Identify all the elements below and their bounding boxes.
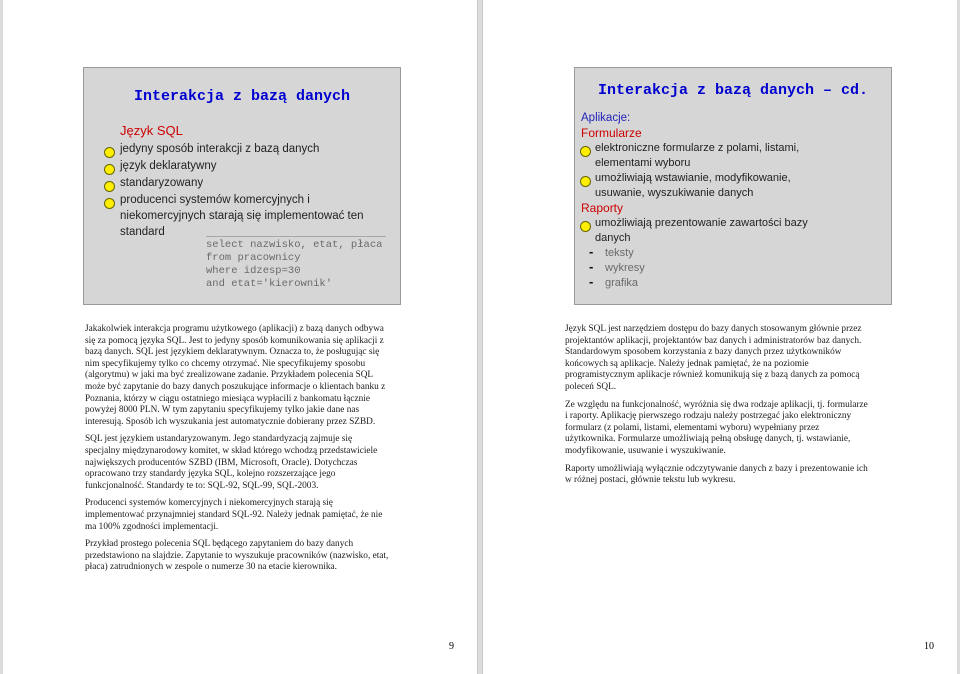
slide — [574, 67, 892, 305]
bullet-icon — [104, 181, 115, 192]
dash-icon: - — [589, 259, 594, 274]
bullet-icon — [580, 176, 591, 187]
section-heading-forms: Formularze — [581, 126, 642, 140]
bullet-text: standaryzowany — [120, 177, 204, 189]
notes-text — [565, 324, 895, 493]
bullet-icon — [580, 146, 591, 157]
bullet-text: producenci systemów komercyjnych i niekomercyjnych starają się implementować ten standard — [120, 194, 364, 238]
right-page — [482, 0, 957, 674]
bullet-text: elektroniczne formularze z polami, listami, elementami wyboru — [595, 142, 800, 169]
slide-title: Interakcja z bazą danych — [133, 88, 351, 105]
bullet-icon — [580, 221, 591, 232]
note-paragraph: Przykład prostego polecenia SQL będącego zapytaniem do bazy danych przedstawiono na slajdzie. Zapytanie to wyszukuje pracowników (nazwisko, etat, płaca) zatrudnionych w zespole o numerze 30 na etacie kierownika. — [85, 539, 389, 573]
bullet-icon — [104, 198, 115, 209]
dash-icon: - — [589, 274, 594, 289]
note-paragraph: Język SQL jest narzędziem dostępu do bazy danych stosowanym głównie przez projektantów aplikacji, projektantów baz danych i administratorów baz danych. Standardowym sposobem korzystania z bazy danych przez użytkowników końcowych są aplikacje. Należy jednak pamiętać, że na poziomie programistycznym aplikacje również komunikują się z bazą danych za pomocą poleceń SQL. — [565, 324, 862, 392]
note-paragraph: Jakakolwiek interakcja programu użytkowego (aplikacji) z bazą danych odbywa się za pomocą języka SQL. Jest to jedyny sposób komunikowania się aplikacji z bazą danych. SQL jest językiem deklaratywnym. Oznacza to, że posługując się nim specyfikujemy tylko co chcemy otrzymać. Nie specyfikujemy sposobu (algorytmu) w jaki ma być zrealizowane zadanie. Przykładem polecenia SQL może być zapytanie do bazy danych poszukujące informacje o klientach banku z Poznania, którzy w ciągu ostatniego miesiąca wypłacili z bankomatu łącznie powyżej 8000 PLN. W tym zapytaniu specyfikujemy tylko jakie dane nas interesują. Sposób ich wyszukania jest automatycznie dobierany przez SZBD. — [85, 324, 386, 427]
slide-subtitle: Aplikacje: — [581, 112, 631, 124]
left-page — [3, 0, 478, 674]
page-number: 9 — [449, 641, 454, 652]
bullet-icon — [104, 164, 115, 175]
bullet-icon — [104, 147, 115, 158]
bullet-text: umożliwiają wstawianie, modyfikowanie, usuwanie, wyszukiwanie danych — [595, 172, 791, 199]
bullet-text: jedyny sposób interakcji z bazą danych — [120, 143, 320, 155]
dash-item-text: grafika — [605, 277, 639, 289]
note-paragraph: Ze względu na funkcjonalność, wyróżnia się dwa rodzaje aplikacji, tj. formularze i raporty. Aplikację pierwszego rodzaju należy postrzegać jako elektroniczny formularz (z polami, listami, elementami wyboru) wypełniany przez użytkownika. Formularze umożliwiają pełną obsługę danych, tj. wstawianie, modyfikowanie, usuwanie i wyszukiwanie. — [565, 399, 868, 456]
note-paragraph: Producenci systemów komercyjnych i niekomercyjnych starają się implementować przynajmniej standard SQL-92. Należy jednak pamiętać, że nie ma 100% zgodności implementacji. — [85, 498, 383, 532]
note-paragraph: SQL jest językiem ustandaryzowanym. Jego standardyzacją zajmuje się specjalny międzynarodowy komitet, w skład którego wchodzą przedstawiciele największych producentów SZBD (IBM, Microsoft, Oracle). Dotychczas opracowano trzy standardy języka SQL, kolejno rozszerzające jego funkcjonalność. Standardy te to: SQL-92, SQL-99, SQL-2003. — [85, 434, 378, 491]
slide-title: Interakcja z bazą danych – cd. — [597, 82, 869, 99]
sql-code-block: select nazwisko, etat, płaca from pracownicy where idzesp=30 and etat='kierownik' — [206, 236, 386, 291]
page-number: 10 — [924, 641, 934, 652]
note-paragraph: Raporty umożliwiają wyłącznie odczytywanie danych z bazy i prezentowanie ich w różnej postaci, głównie tekstu lub wykresu. — [565, 463, 868, 486]
bullet-text: język deklaratywny — [120, 160, 217, 172]
bullet-text: umożliwiają prezentowanie zawartości bazy danych — [595, 217, 808, 244]
slide-heading: Język SQL — [120, 123, 183, 138]
dash-item-text: teksty — [605, 247, 634, 259]
dash-icon: - — [589, 244, 594, 259]
section-heading-reports: Raporty — [581, 201, 624, 215]
slide — [83, 67, 401, 305]
dash-item-text: wykresy — [605, 262, 645, 274]
notes-text — [85, 324, 415, 580]
